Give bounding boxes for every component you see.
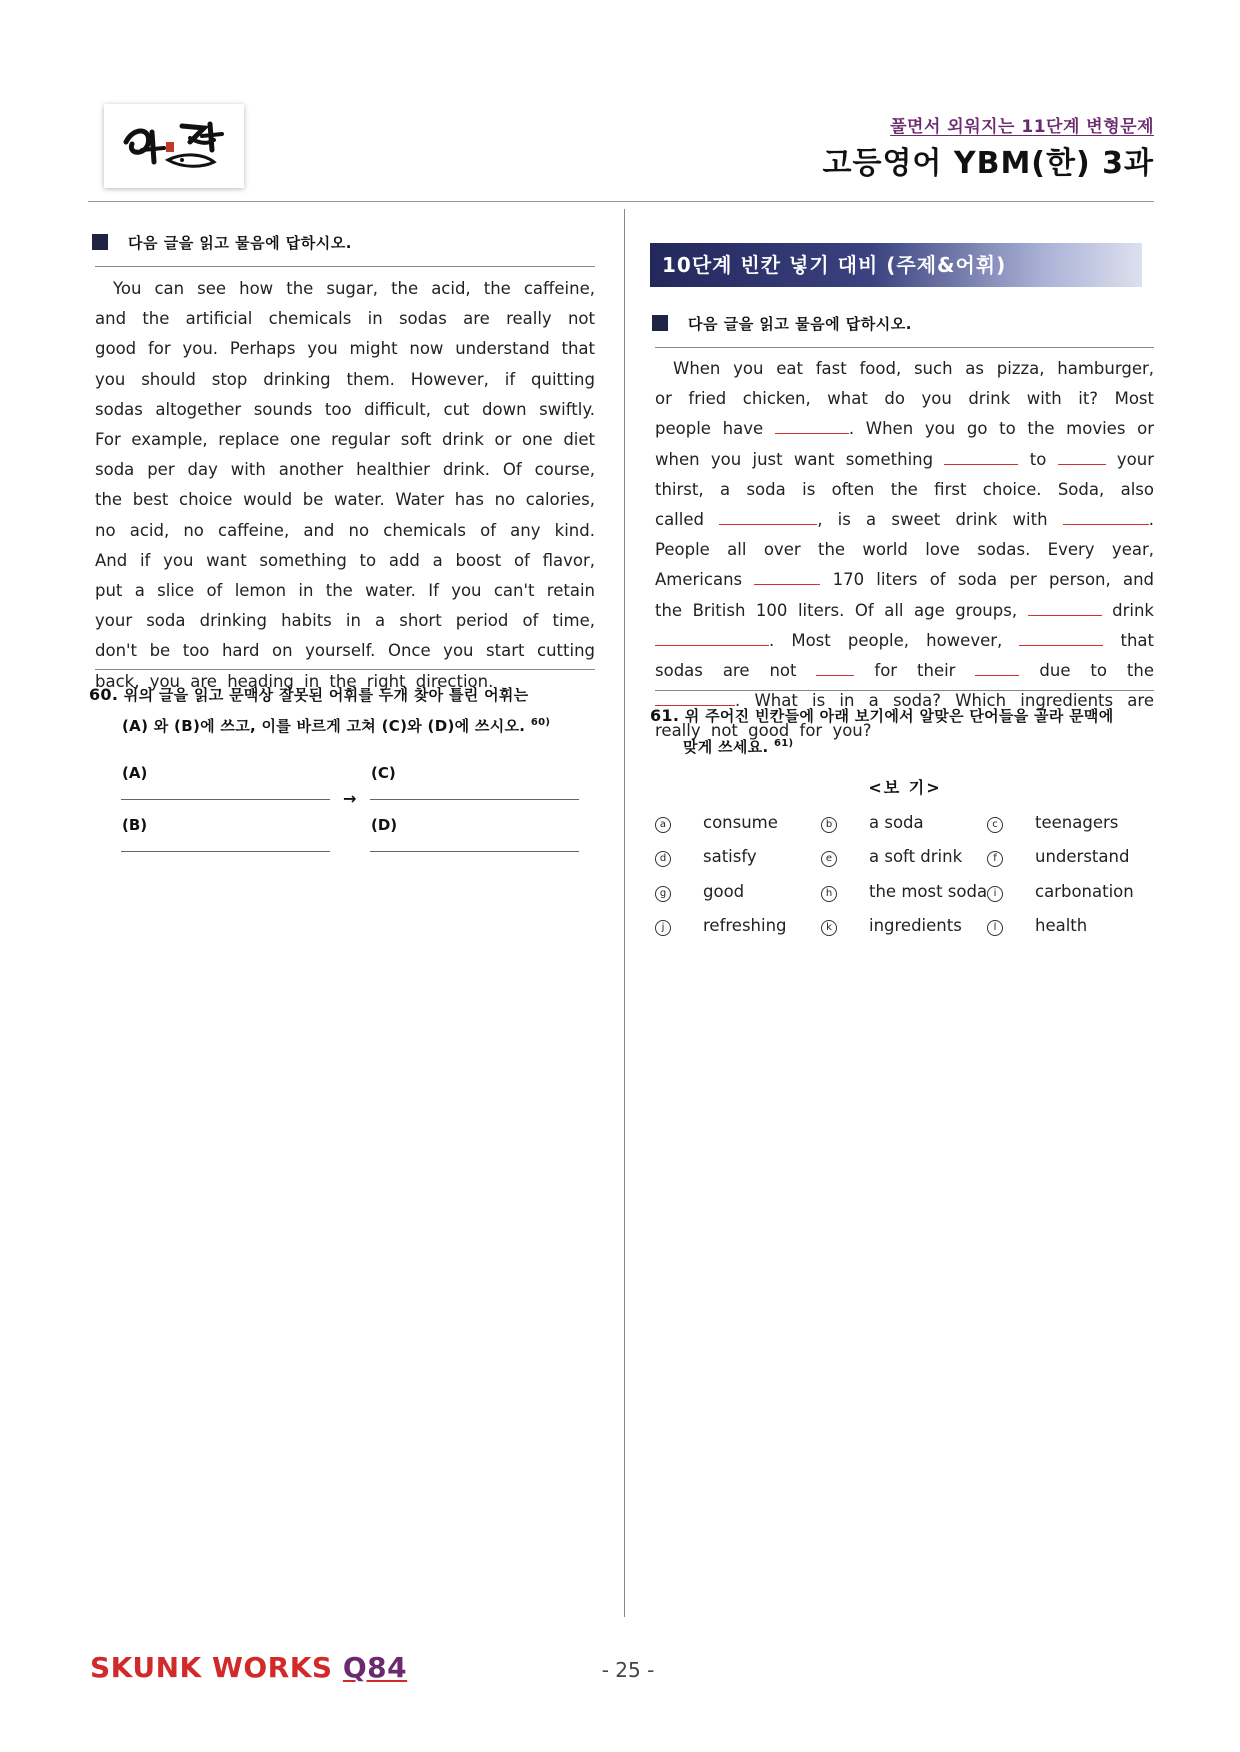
circled-letter-icon: l [987,920,1003,936]
question-61-number: 61. [650,706,680,725]
passage-segment: due to the [1039,661,1155,681]
word-bank-word: satisfy [703,847,757,866]
circled-letter-icon: g [655,886,671,902]
blank-4[interactable] [719,510,817,525]
word-bank-word: a soft drink [869,847,963,866]
right-passage [655,354,1154,747]
passage-rule [95,669,595,670]
passage-segment: When you eat fast food, such as pizza, hamburger, or fried chicken, what do you drink with it? Most people have [655,359,1154,439]
answer-field-b[interactable] [121,851,330,852]
passage-segment: . People all over the world love sodas. Every year, Americans [655,510,1154,590]
word-bank-item [821,916,962,936]
footnote-ref-60: 60) [530,717,551,728]
passage-rule [655,690,1154,691]
passage-segment: to [1029,449,1047,469]
word-bank-item [987,813,1118,833]
passage-segment: . What is in a soda? Which ingredients are really not good for you? [655,691,1154,741]
word-bank-item [655,813,778,833]
circled-letter-icon: k [821,920,837,936]
column-divider [624,209,625,1617]
answer-label-a: (A) [122,764,148,782]
circled-letter-icon: c [987,817,1003,833]
blank-9[interactable] [1019,631,1103,646]
passage-segment: your thirst, a soda is often the first choice. Soda, also called [655,449,1155,530]
circled-letter-icon: e [821,851,837,867]
footer-brand-text: SKUNK WORKS [90,1651,333,1684]
blank-8[interactable] [655,631,769,646]
word-bank-item [655,916,787,936]
word-bank-item [987,882,1134,902]
answer-label-d: (D) [371,816,398,834]
answer-label-b: (B) [122,816,148,834]
left-instruction [92,232,352,253]
blank-5[interactable] [1063,510,1149,525]
blank-6[interactable] [754,570,820,585]
footer-brand-code: Q84 [342,1651,408,1684]
word-bank-word: the most soda [869,882,988,901]
passage-segment: drink [1112,600,1154,620]
blank-10[interactable] [816,661,854,676]
passage-segment: that sodas are not [655,630,1154,681]
left-passage-text: You can see how the sugar, the acid, the caffeine, and the artificial chemicals in sodas are really not good for you. Perhaps you might now understand that you should stop drinking them. However, if quitting sodas altogether sounds too difficult, cut down swiftly. For example, replace one regular soft drink or one diet soda per day with another healthier drink. Of course, the best choice would be water. Water has no calories, no acid, no caffeine, and no chemicals of any kind. And if you want something to add a boost of flavor, put a slice of lemon in the water. If you can't retain your soda drinking habits in a short period of time, don't be too hard on yourself. Once you start cutting back, you are heading in the right direction. [95,279,595,691]
word-bank-word: a soda [869,813,924,832]
page-title: 고등영어 YBM(한) 3과 [822,146,1154,181]
blank-3[interactable] [1058,450,1106,465]
word-bank-word: health [1035,916,1088,935]
word-bank-item [987,847,1129,867]
square-bullet-icon [92,234,108,250]
word-bank-item [821,847,962,867]
blank-11[interactable] [975,661,1019,676]
circled-letter-icon: a [655,817,671,833]
word-bank-item [655,882,744,902]
arrow-icon: → [343,789,357,808]
passage-segment: for their [874,661,956,681]
word-bank-item [821,813,924,833]
logo [104,104,244,188]
page-number: - 25 - [601,1658,655,1682]
instruction-rule [95,266,595,267]
word-bank-word: understand [1035,847,1130,866]
answer-field-d[interactable] [370,851,579,852]
blank-1[interactable] [775,419,849,434]
question-60-line1 [89,681,609,709]
circled-letter-icon: i [987,886,1003,902]
question-60-number: 60. [89,685,119,704]
passage-segment: , is a sweet drink with [817,510,1048,530]
passage-segment: 170 liters of soda per person, and the British 100 liters. Of all age groups, [655,570,1155,620]
circled-letter-icon: j [655,920,671,936]
header-divider [88,201,1154,202]
circled-letter-icon: b [821,817,837,833]
question-60-text: 위의 글을 읽고 문맥상 잘못된 어휘를 두개 찾아 틀린 어휘는 [123,686,529,704]
left-passage [95,274,595,697]
answer-label-c: (C) [371,764,396,782]
passage-segment: . When you go to the movies or when you just want something [655,419,1154,469]
word-bank-word: refreshing [703,916,787,935]
question-61-text: 위 주어진 빈칸들에 아래 보기에서 알맞은 단어들을 골라 문맥에 [684,707,1114,725]
word-bank-item [655,847,757,867]
word-bank-word: consume [703,813,778,832]
word-bank-word: good [703,882,745,901]
question-61 [650,702,1160,761]
footer-brand-logo [90,1651,407,1684]
word-bank-item [987,916,1087,936]
answer-field-c[interactable] [370,799,579,800]
circled-letter-icon: f [987,851,1003,867]
question-60-line2 [89,709,609,740]
calligraphy-logo-image [104,104,244,188]
footnote-ref-61: 61) [774,738,794,749]
section-banner: 10단계 빈칸 넣기 대비 (주제&어휘) [650,243,1142,287]
passage-segment: . Most people, however, [769,630,1003,650]
question-60 [89,681,609,740]
blank-2[interactable] [944,450,1018,465]
question-61-text-2: 맞게 쓰세요. [683,738,769,756]
word-bank-word: carbonation [1035,882,1134,901]
header-subtitle: 풀면서 외워지는 11단계 변형문제 [890,117,1154,137]
word-bank-title: <보 기> [868,778,942,797]
right-instruction [652,313,912,334]
question-60-text-2: (A) 와 (B)에 쓰고, 이를 바르게 고쳐 (C)와 (D)에 쓰시오. [122,717,526,735]
word-bank-item [821,882,987,902]
square-bullet-icon [652,315,668,331]
answer-field-a[interactable] [121,799,330,800]
circled-letter-icon: d [655,851,671,867]
word-bank-word: ingredients [869,916,962,935]
blank-7[interactable] [1028,601,1102,616]
left-instruction-text: 다음 글을 읽고 물음에 답하시오. [128,234,352,252]
question-61-line2 [650,730,1160,761]
right-instruction-text: 다음 글을 읽고 물음에 답하시오. [688,315,912,333]
circled-letter-icon: h [821,886,837,902]
word-bank-word: teenagers [1035,813,1119,832]
instruction-rule [655,347,1154,348]
question-61-line1 [650,702,1160,730]
